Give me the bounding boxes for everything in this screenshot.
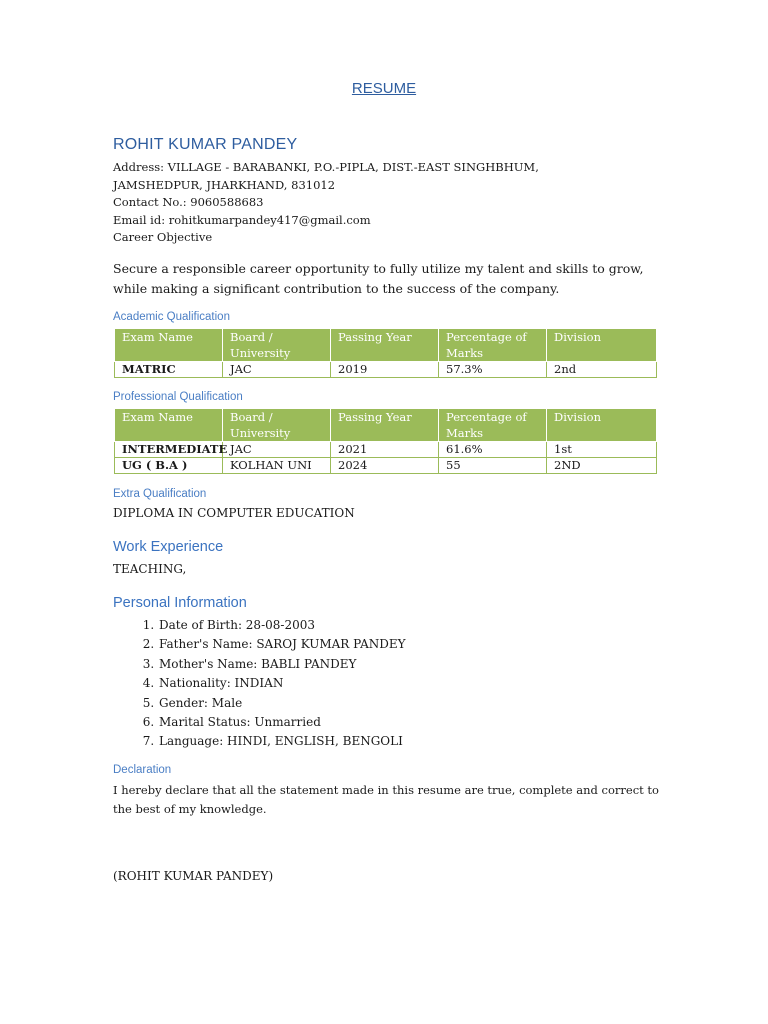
column-header: Division bbox=[547, 329, 657, 362]
column-header: Board / University bbox=[223, 409, 331, 442]
table-cell: 61.6% bbox=[439, 442, 547, 458]
table-cell: 2ND bbox=[547, 458, 657, 474]
list-item: 3. Mother's Name: BABLI PANDEY bbox=[158, 655, 406, 674]
resume-title: RESUME bbox=[351, 80, 417, 97]
table-cell: 2nd bbox=[547, 362, 657, 378]
list-item: 4. Nationality: INDIAN bbox=[158, 674, 406, 693]
career-objective-text: Secure a responsible career opportunity to fully utilize my talent and skills to grow, while making a significant contribution to the success of the company. bbox=[113, 261, 644, 296]
work-experience-text: TEACHING, bbox=[113, 562, 187, 576]
table-row bbox=[115, 362, 657, 378]
personal-information-list bbox=[110, 616, 406, 752]
extra-qualification-heading: Extra Qualification bbox=[113, 488, 207, 500]
list-item: 6. Marital Status: Unmarried bbox=[158, 713, 406, 732]
table-cell: KOLHAN UNI bbox=[223, 458, 331, 474]
column-header: Percentage of Marks bbox=[439, 329, 547, 362]
career-objective-heading: Career Objective bbox=[113, 230, 213, 244]
email-id: Email id: rohitkumarpandey417@gmail.com bbox=[113, 212, 371, 227]
declaration-heading: Declaration bbox=[113, 764, 172, 776]
signature-name: (ROHIT KUMAR PANDEY) bbox=[113, 869, 274, 883]
column-header: Exam Name bbox=[115, 409, 223, 442]
academic-qualification-table bbox=[114, 328, 657, 378]
column-header: Division bbox=[547, 409, 657, 442]
table-cell: 1st bbox=[547, 442, 657, 458]
list-item: 2. Father's Name: SAROJ KUMAR PANDEY bbox=[158, 635, 406, 654]
list-item: 5. Gender: Male bbox=[158, 694, 406, 713]
table-row bbox=[115, 442, 657, 458]
table-cell: 57.3% bbox=[439, 362, 547, 378]
declaration-text: I hereby declare that all the statement made in this resume are true, complete and correct to the best of my knowledge. bbox=[113, 783, 659, 816]
table-cell: 2024 bbox=[331, 458, 439, 474]
table-header-row bbox=[115, 409, 657, 442]
column-header: Passing Year bbox=[331, 329, 439, 362]
column-header: Passing Year bbox=[331, 409, 439, 442]
table-cell: MATRIC bbox=[115, 362, 223, 378]
column-header: Board / University bbox=[223, 329, 331, 362]
personal-information-heading: Personal Information bbox=[113, 595, 247, 611]
contact-number: Contact No.: 9060588683 bbox=[113, 195, 264, 209]
academic-qualification-heading: Academic Qualification bbox=[113, 311, 230, 323]
list-item: 7. Language: HINDI, ENGLISH, BENGOLI bbox=[158, 732, 406, 751]
table-cell: 2021 bbox=[331, 442, 439, 458]
address-line-2: JAMSHEDPUR, JHARKHAND, 831012 bbox=[113, 177, 336, 192]
list-item: 1. Date of Birth: 28-08-2003 bbox=[158, 616, 406, 635]
column-header: Percentage of Marks bbox=[439, 409, 547, 442]
address-line-1: Address: VILLAGE - BARABANKI, P.O.-PIPLA, DIST.-EAST SINGHBHUM, bbox=[113, 160, 539, 174]
table-cell: 55 bbox=[439, 458, 547, 474]
extra-qualification-text: DIPLOMA IN COMPUTER EDUCATION bbox=[113, 506, 355, 520]
table-row bbox=[115, 458, 657, 474]
table-cell: INTERMEDIATE bbox=[115, 442, 223, 458]
professional-qualification-table bbox=[114, 408, 657, 474]
table-cell: 2019 bbox=[331, 362, 439, 378]
table-cell: UG ( B.A ) bbox=[115, 458, 223, 474]
candidate-name: ROHIT KUMAR PANDEY bbox=[113, 136, 298, 153]
column-header: Exam Name bbox=[115, 329, 223, 362]
professional-qualification-heading: Professional Qualification bbox=[113, 391, 243, 403]
table-header-row bbox=[115, 329, 657, 362]
table-cell: JAC bbox=[223, 362, 331, 378]
contact-block bbox=[113, 159, 673, 247]
work-experience-heading: Work Experience bbox=[113, 539, 224, 555]
table-cell: JAC bbox=[223, 442, 331, 458]
